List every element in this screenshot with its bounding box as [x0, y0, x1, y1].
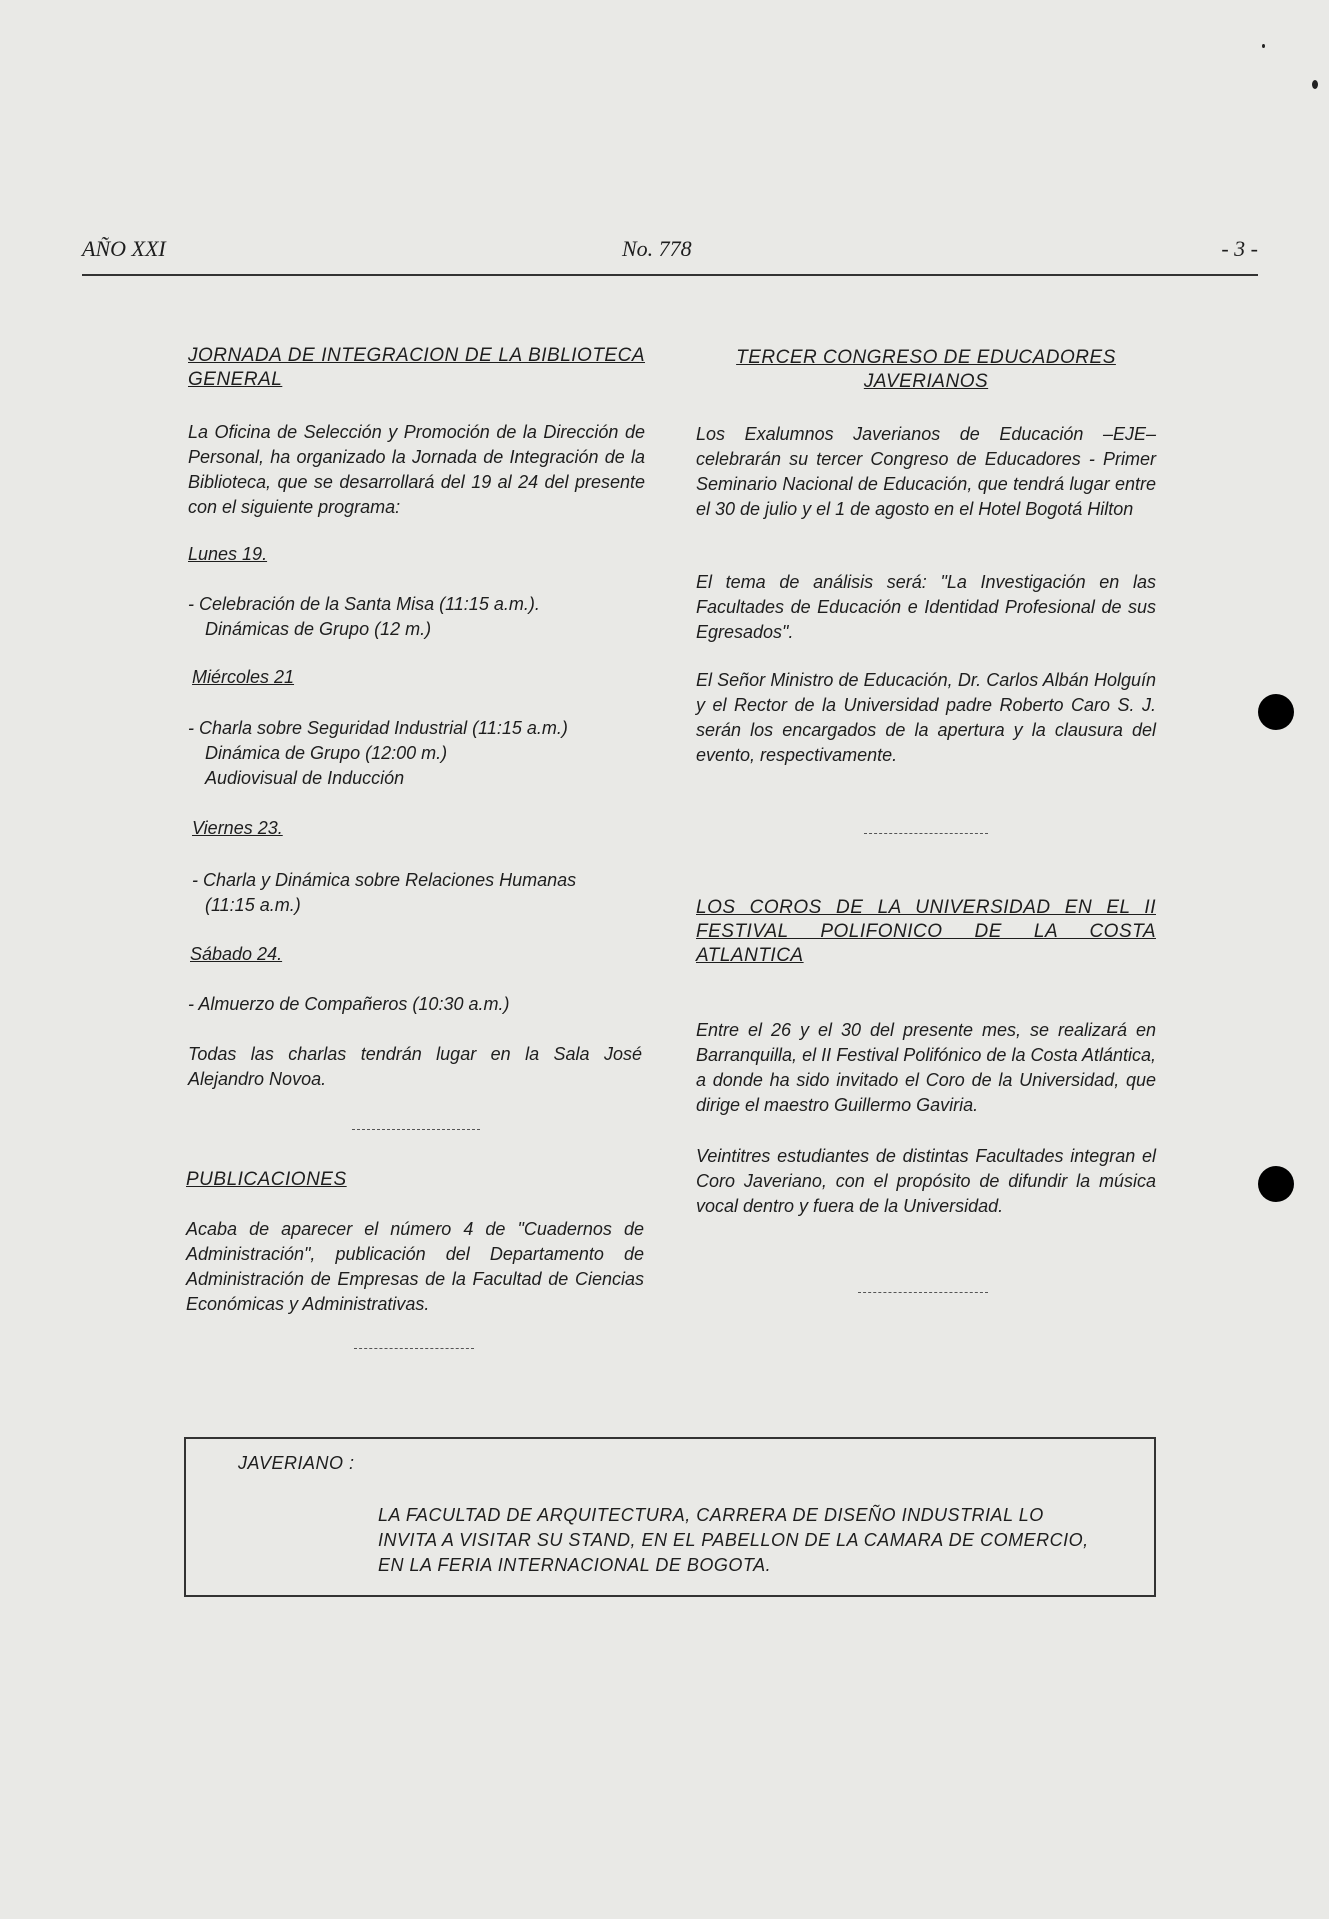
congreso-paragraph: El tema de análisis será: "La Investigación en las Facultades de Educación e Identidad Profesional de sus Egresados". [696, 572, 1156, 642]
congreso-paragraph: Los Exalumnos Javerianos de Educación –EJE– celebrarán su tercer Congreso de Educadores - Primer Seminario Nacional de Educación, que tendrá lugar entre el 30 de julio y el 1 de agosto en el Hotel Bogotá Hilton [696, 424, 1156, 519]
congreso-title-line1: TERCER CONGRESO DE EDUCADORES [736, 347, 1116, 368]
day-item: - Celebración de la Santa Misa (11:15 a.m.). [188, 594, 540, 614]
announcement-label: JAVERIANO : [238, 1453, 355, 1473]
binder-hole [1258, 1166, 1294, 1202]
jornada-intro: La Oficina de Selección y Promoción de la Dirección de Personal, ha organizado la Jornada de Integración de la Biblioteca, que se desarrollará del 19 al 24 del presente con el siguiente programa: [188, 422, 645, 517]
header-page-number: - 3 - [1221, 236, 1258, 261]
day-item: (11:15 a.m.) [205, 895, 301, 915]
section-separator [864, 833, 988, 834]
coros-paragraph: Veintitres estudiantes de distintas Facultades integran el Coro Javeriano, con el propósito de difundir la música vocal dentro y fuera de la Universidad. [696, 1146, 1156, 1216]
day-label-sabado: Sábado 24. [190, 944, 283, 964]
section-separator [858, 1292, 988, 1293]
announcement-box [184, 1437, 1156, 1597]
day-item: Audiovisual de Inducción [205, 768, 405, 788]
day-item: Dinámicas de Grupo (12 m.) [205, 619, 432, 639]
scan-speck [1312, 80, 1318, 89]
section-separator [352, 1129, 480, 1130]
congreso-paragraph: El Señor Ministro de Educación, Dr. Carlos Albán Holguín y el Rector de la Universidad padre Roberto Caro S. J. serán los encargados de la apertura y la clausura del evento, respectivamente. [696, 670, 1156, 765]
header-issue-number: No. 778 [622, 236, 692, 261]
section-separator [354, 1348, 474, 1349]
jornada-title: JORNADA DE INTEGRACION DE LA BIBLIOTECA GENERAL [188, 345, 645, 390]
publicaciones-title: PUBLICACIONES [186, 1169, 347, 1190]
day-label-lunes: Lunes 19. [188, 544, 268, 564]
scan-speck [1262, 44, 1265, 48]
day-label-miercoles: Miércoles 21 [192, 667, 295, 687]
jornada-note: Todas las charlas tendrán lugar en la Sala José Alejandro Novoa. [188, 1044, 642, 1089]
header-year: AÑO XXI [82, 236, 166, 261]
day-item: - Almuerzo de Compañeros (10:30 a.m.) [188, 994, 510, 1014]
day-item: - Charla sobre Seguridad Industrial (11:15 a.m.) [188, 718, 568, 738]
day-item: - Charla y Dinámica sobre Relaciones Humanas [192, 870, 577, 890]
page-header [82, 236, 1258, 272]
day-item: Dinámica de Grupo (12:00 m.) [205, 743, 448, 763]
binder-hole [1258, 694, 1294, 730]
publicaciones-body: Acaba de aparecer el número 4 de "Cuadernos de Administración", publicación del Departamento de Administración de Empresas de la Facultad de Ciencias Económicas y Administrativas. [186, 1219, 644, 1314]
coros-title: LOS COROS DE LA UNIVERSIDAD EN EL II FESTIVAL POLIFONICO DE LA COSTA ATLANTICA [696, 897, 1156, 966]
congreso-title-line2: JAVERIANOS [863, 371, 989, 392]
announcement-message: LA FACULTAD DE ARQUITECTURA, CARRERA DE DISEÑO INDUSTRIAL LO INVITA A VISITAR SU STAND, EN EL PABELLON DE LA CAMARA DE COMERCIO, EN LA FERIA INTERNACIONAL DE BOGOTA. [378, 1505, 1089, 1575]
coros-paragraph: Entre el 26 y el 30 del presente mes, se realizará en Barranquilla, el II Festival Polifónico de la Costa Atlántica, a donde ha sido invitado el Coro de la Universidad, que dirige el maestro Guillermo Gaviria. [696, 1020, 1156, 1115]
day-label-viernes: Viernes 23. [192, 818, 283, 838]
header-rule [82, 274, 1258, 276]
